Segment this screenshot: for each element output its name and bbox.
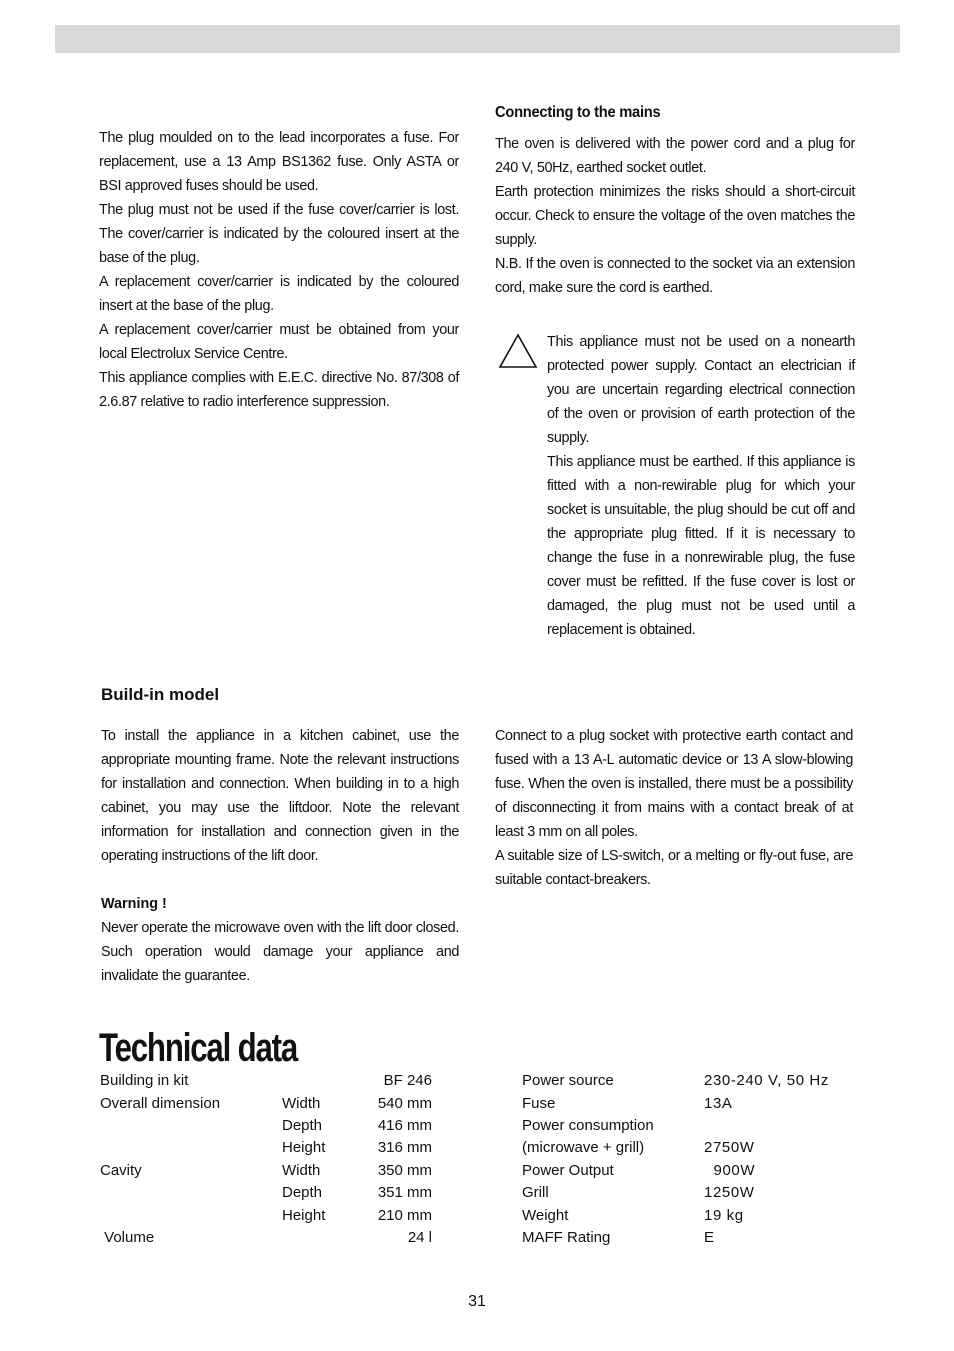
table-row: [100, 1205, 432, 1227]
row-label: Power Output: [522, 1162, 614, 1179]
row-label: (microwave + grill): [522, 1139, 645, 1156]
row-value: 540 mm: [377, 1095, 432, 1112]
fuse-info-section: [99, 126, 459, 414]
row-value: BF 246: [383, 1072, 432, 1089]
row-value: 24 l: [407, 1229, 432, 1246]
paragraph: A replacement cover/carrier is indicated by the coloured insert at the base of the plug.: [99, 274, 459, 314]
paragraph: This appliance complies with E.E.C. directive No. 87/308 of 2.6.87 relative to radio interference suppression.: [99, 370, 459, 410]
table-row: [100, 1182, 432, 1204]
row-value: 350 mm: [377, 1162, 432, 1179]
row-sublabel: Depth: [282, 1117, 323, 1134]
warning-title: Warning !: [101, 896, 167, 912]
row-label: Building in kit: [100, 1072, 189, 1089]
table-row: [522, 1205, 862, 1227]
table-row: [522, 1115, 862, 1137]
row-label: Cavity: [100, 1162, 142, 1179]
row-sublabel: Width: [282, 1162, 321, 1179]
table-row: [100, 1160, 432, 1182]
table-row: [100, 1115, 432, 1137]
table-row: [100, 1137, 432, 1159]
table-row: [100, 1093, 432, 1115]
row-value: 19 kg: [704, 1207, 744, 1224]
build-in-left: [101, 724, 459, 988]
row-value: 2750W: [704, 1139, 755, 1156]
row-label: MAFF Rating: [522, 1229, 611, 1246]
row-sublabel: Width: [282, 1095, 321, 1112]
mains-section: [495, 104, 855, 300]
build-in-right: [495, 724, 853, 892]
section-heading: Build-in model: [101, 685, 220, 704]
row-label: Volume: [100, 1229, 155, 1246]
row-label: Power consumption: [522, 1117, 654, 1134]
technical-data-title: Technical data: [99, 1026, 298, 1070]
paragraph: The plug must not be used if the fuse cover/carrier is lost. The cover/carrier is indicated by the coloured insert at the base of the plug.: [99, 202, 459, 266]
row-value: 230-240 V, 50 Hz: [704, 1072, 829, 1089]
header-bar: [55, 25, 900, 53]
paragraph: To install the appliance in a kitchen cabinet, use the appropriate mounting frame. Note the relevant instructions for installation and connection. When building in to a high cabinet, you may use the liftdoor. Note the relevant information for installation and connection given in the operating instructions of the lift door.: [101, 728, 459, 864]
paragraph: Connect to a plug socket with protective earth contact and fused with a 13 A-L automatic device or 13 A slow-blowing fuse. When the oven is installed, there must be a possibility of disconnecting it from mains with a contact break of at least 3 mm on all poles.: [495, 728, 853, 840]
warning-triangle-icon: [498, 333, 538, 369]
page-number: 31: [468, 1293, 486, 1310]
table-row: [522, 1182, 862, 1204]
paragraph: A suitable size of LS-switch, or a melting or fly-out fuse, are suitable contact-breakers.: [495, 848, 853, 888]
row-sublabel: Height: [282, 1207, 326, 1224]
earthing-warning: [547, 330, 855, 642]
row-value: E: [704, 1229, 715, 1246]
row-label: Overall dimension: [100, 1095, 221, 1112]
row-value: 210 mm: [377, 1207, 432, 1224]
warning-text: Never operate the microwave oven with the lift door closed. Such operation would damage your appliance and invalidate the guarantee.: [101, 920, 459, 984]
table-row: [522, 1160, 862, 1182]
row-label: Grill: [522, 1184, 549, 1201]
table-row: [522, 1137, 862, 1159]
section-heading: Connecting to the mains: [495, 104, 661, 121]
row-label: Power source: [522, 1072, 614, 1089]
row-value: 351 mm: [377, 1184, 432, 1201]
row-value: 416 mm: [377, 1117, 432, 1134]
table-row: [522, 1070, 862, 1092]
table-row: [522, 1227, 862, 1249]
table-row: [100, 1070, 432, 1092]
row-sublabel: Height: [282, 1139, 326, 1156]
paragraph: This appliance must not be used on a nonearth protected power supply. Contact an electrician if you are uncertain regarding electrical connection of the oven or provision of earth protection of the supply.: [547, 334, 855, 446]
paragraph: The oven is delivered with the power cord and a plug for 240 V, 50Hz, earthed socket outlet.: [495, 136, 855, 176]
row-sublabel: Depth: [282, 1184, 323, 1201]
paragraph: This appliance must be earthed. If this appliance is fitted with a non-rewirable plug for which your socket is unsuitable, the plug should be cut off and the appropriate plug fitted. If it is necessary to change the fuse in a nonrewirable plug, the fuse cover must be refitted. If the fuse cover is lost or damaged, the plug must not be used until a replacement is obtained.: [547, 454, 855, 638]
row-value: 1250W: [704, 1184, 755, 1201]
paragraph: The plug moulded on to the lead incorporates a fuse. For replacement, use a 13 Amp BS1362 fuse. Only ASTA or BSI approved fuses should be used.: [99, 130, 459, 194]
paragraph: N.B. If the oven is connected to the socket via an extension cord, make sure the cord is earthed.: [495, 256, 855, 296]
paragraph: Earth protection minimizes the risks should a short-circuit occur. Check to ensure the voltage of the oven matches the supply.: [495, 184, 855, 248]
paragraph: A replacement cover/carrier must be obtained from your local Electrolux Service Centre.: [99, 322, 459, 362]
row-label: Fuse: [522, 1095, 556, 1112]
table-row: [100, 1227, 432, 1249]
table-row: [522, 1093, 862, 1115]
row-value: 900W: [704, 1162, 756, 1179]
row-value: 316 mm: [377, 1139, 432, 1156]
row-label: Weight: [522, 1207, 569, 1224]
row-value: 13A: [704, 1095, 733, 1112]
